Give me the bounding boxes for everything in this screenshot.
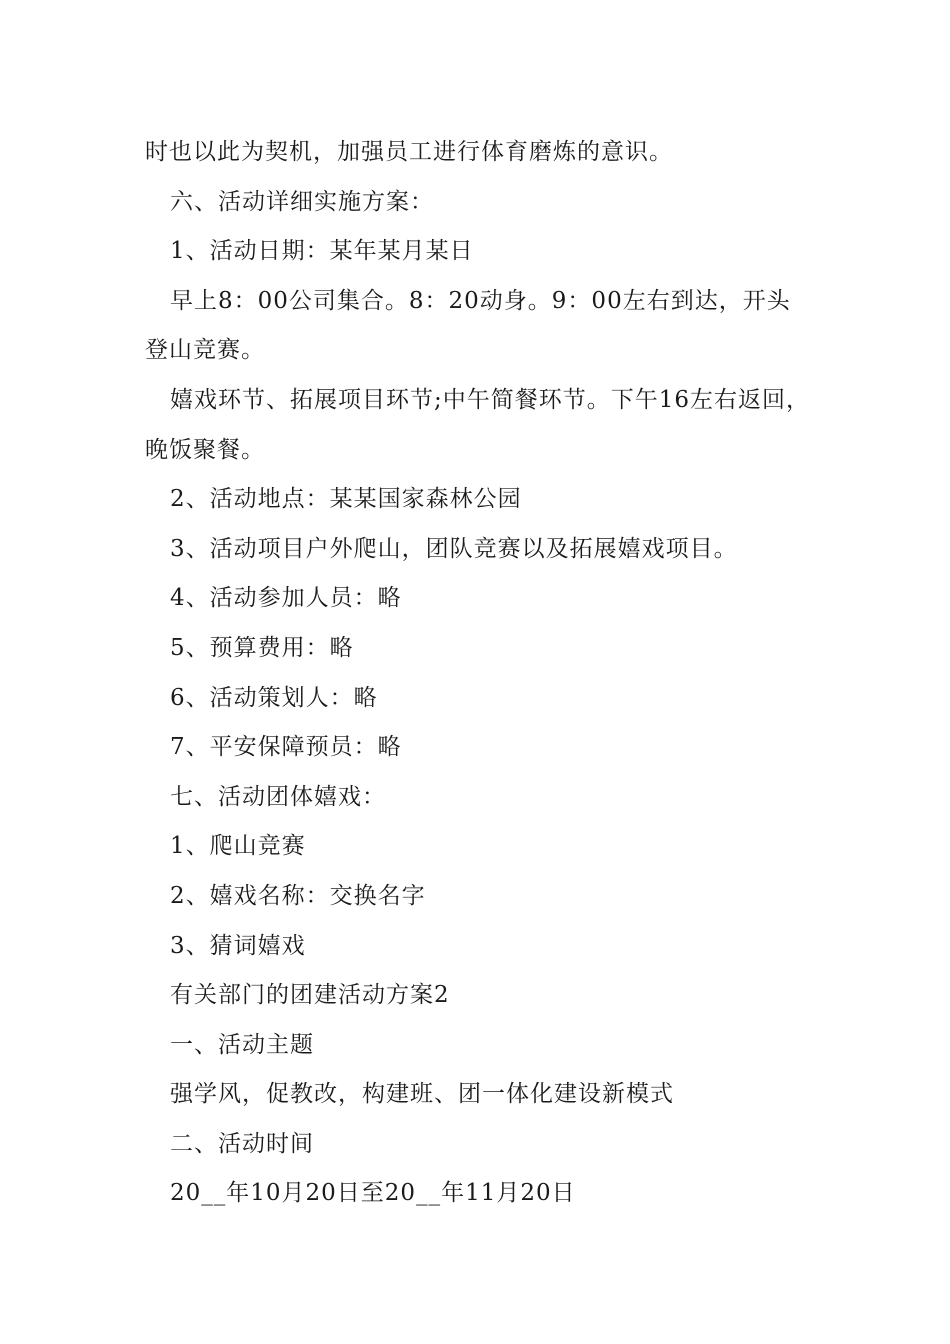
list-item-planner: 6、活动策划人：略 bbox=[170, 684, 378, 711]
document-body bbox=[145, 128, 810, 1219]
list-item-participants: 4、活动参加人员：略 bbox=[170, 585, 402, 612]
section-heading-implementation-plan: 六、活动详细实施方案： bbox=[170, 188, 434, 215]
paragraph-theme-text: 强学风，促教改，构建班、团一体化建设新模式 bbox=[170, 1081, 674, 1108]
paragraph-intro-continuation: 时也以此为契机，加强员工进行体育磨炼的意识。 bbox=[145, 139, 673, 165]
list-item-activity-projects: 3、活动项目户外爬山，团队竞赛以及拓展嬉戏项目。 bbox=[170, 535, 738, 562]
list-item-activity-location: 2、活动地点：某某国家森林公园 bbox=[170, 486, 522, 513]
list-item-word-guess-game: 3、猜词嬉戏 bbox=[170, 932, 306, 959]
list-item-safety: 7、平安保障预员：略 bbox=[170, 734, 402, 761]
list-item-climbing-race: 1、爬山竞赛 bbox=[170, 833, 306, 860]
section-heading-team-games: 七、活动团体嬉戏： bbox=[170, 783, 386, 810]
list-item-budget: 5、预算费用：略 bbox=[170, 634, 354, 661]
list-item-activity-date: 1、活动日期：某年某月某日 bbox=[170, 238, 474, 265]
list-item-name-swap-game: 2、嬉戏名称：交换名字 bbox=[170, 882, 426, 909]
section-heading-theme: 一、活动主题 bbox=[170, 1031, 314, 1058]
paragraph-morning-schedule: 早上8：00公司集合。8：20动身。9：00左右到达，开头登山竞赛。 bbox=[145, 287, 791, 364]
paragraph-time-range: 20__年10月20日至20__年11月20日 bbox=[170, 1180, 576, 1207]
section-heading-time: 二、活动时间 bbox=[170, 1130, 314, 1157]
document-title-plan-2: 有关部门的团建活动方案2 bbox=[170, 982, 450, 1009]
paragraph-afternoon-schedule: 嬉戏环节、拓展项目环节;中午简餐环节。下午16左右返回，晚饭聚餐。 bbox=[145, 386, 811, 463]
